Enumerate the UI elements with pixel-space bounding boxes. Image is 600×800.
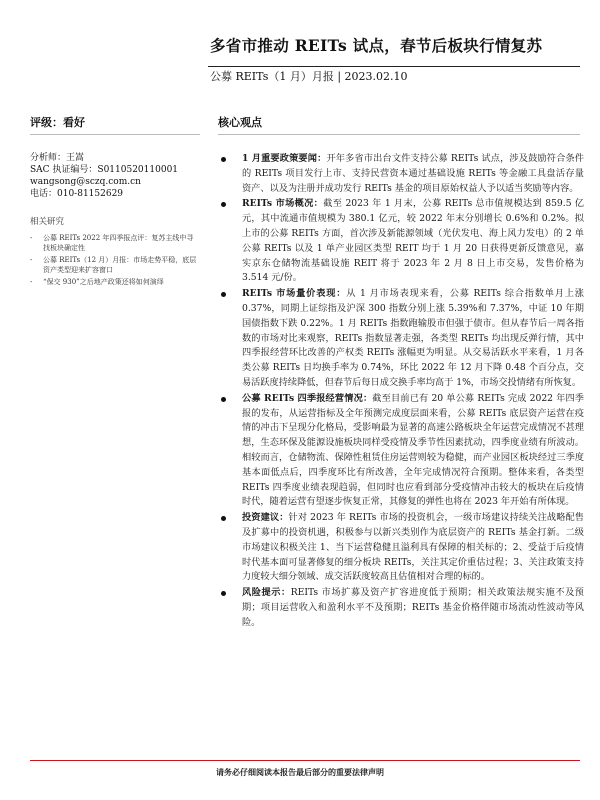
- market-overview-bullet: [218, 197, 584, 286]
- bullet-text: 针对 2023 年 REITs 市场的投资机会，一级市场建议持续关注战略配售及扩募中的投资机遇，积极参与以新兴类别作为底层资产的 REITs 基金打新。二级市场建议积极关注 1、当下运营稳健且溢利具有保障的相关标的；2、受益于后疫情时代基本面可显著修复的细分板块 REITs，关注其定价重估过程；3、关注政策支持力度较大细分领域、成交活跃度较高且估值相对合理的标的。: [242, 512, 584, 583]
- footer-divider: [30, 760, 580, 761]
- rating-divider: [30, 134, 200, 135]
- bullet-dot-icon: [221, 397, 226, 402]
- bullet-dot-icon: [221, 516, 226, 521]
- core-views-divider: [218, 134, 580, 135]
- bullet-heading: 公募 REITs 四季报经营情况：: [242, 392, 373, 404]
- bullet-dot-icon: [221, 157, 226, 162]
- bullet-text: 开年多省市出台文件支持公募 REITs 试点，涉及鼓励符合条件的 REITs 项目发行上市、支持民营资本通过基础设施 REITs 等金融工具盘活存量资产、以及为注册并成功发行 REITs 基金的项目原始权益人予以适当奖励等内容。: [242, 153, 584, 194]
- related-research-title: 相关研究: [30, 217, 65, 227]
- analyst-phone: 电话：010-81152629: [30, 189, 124, 199]
- bullet-heading: REITs 市场概况：: [242, 198, 324, 210]
- bullet-heading: 1 月重要政策要闻：: [242, 153, 327, 164]
- legal-disclaimer-footer: 请务必仔细阅读本报告最后部分的重要法律声明: [216, 767, 384, 777]
- related-research-list: [30, 233, 198, 287]
- risk-warning-bullet: [218, 586, 584, 630]
- core-views-content: [218, 152, 584, 632]
- analyst-sac-number: SAC 执证编号：S0110520110001: [30, 165, 179, 175]
- policy-news-bullet: [218, 152, 584, 196]
- related-research-item[interactable]: - “保交 930”之后地产政策还将如何演绎: [30, 277, 198, 287]
- bullet-heading: 投资建议：: [242, 512, 289, 524]
- core-views-label: 核心观点: [218, 116, 262, 129]
- header-divider: [208, 66, 580, 67]
- bullet-dot-icon: [221, 591, 226, 596]
- bullet-dot-icon: [221, 292, 226, 297]
- report-title: 多省市推动 REITs 试点，春节后板块行情复苏: [210, 36, 543, 55]
- core-views-list: [218, 152, 584, 631]
- analyst-sidebar: [30, 152, 198, 289]
- analyst-info: [30, 152, 198, 200]
- bullet-heading: REITs 市场量价表现：: [242, 288, 347, 300]
- bullet-text: REITs 市场扩募及资产扩容进度低于预期；相关政策法规实施不及预期；项目运营收入和盈利水平不及预期；REITs 基金价格伴随市场流动性波动等风险。: [242, 587, 584, 628]
- bullet-text: 截至 2023 年 1 月末，公募 REITs 总市值规模达到 859.5 亿元，其中流通市值规模为 380.1 亿元，较 2022 年末分别增长 0.6%和 0.2%。拟上市的公募 REITs 方面，首次涉及新能源领域（光伏发电、海上风力发电）的 2 单公募 REITs 以及 1 单产业园区类型 REIT 均于 1 月 20 日获得更新反馈意见，嘉实京东仓储物流基础设施 REIT 将于 2023 年 2 月 8 日上市交易，发售价格为 3.514 元/份。: [242, 198, 584, 284]
- bullet-heading: 风险提示：: [242, 587, 291, 599]
- analyst-name: 分析师：王嵩: [30, 153, 85, 163]
- market-performance-bullet: [218, 287, 584, 391]
- bullet-dot-icon: [221, 202, 226, 207]
- bullet-text: 截至目前已有 20 单公募 REITs 完成 2022 年四季报的发布，从运营指标及全年预测完成度层面来看，公募 REITs 底层资产运营在疫情的冲击下呈现分化格局，受影响最为显著的高速公路板块全年运营完成情况不甚理想，生态环保及能源设施板块同样受疫情及季节性因素扰动，四季度业绩有所波动。相较而言，仓储物流、保障性租赁住房运营则较为稳健，而产业园区板块经过三季度基本面低点后，四季度环比有所改善，全年完成情况符合预期。整体来看，各类型 REITs 四季度业绩表现趋弱，但同时也应看到部分受疫情冲击较大的板块在后疫情时代，随着运营有望逐步恢复正常，其修复的弹性也将在 2023 年开始有所体现。: [242, 392, 584, 508]
- related-research-item[interactable]: - 公募 REITs（12 月）月报：市场走势平稳，底层资产类型迎来扩容窗口: [30, 255, 198, 275]
- investment-advice-bullet: [218, 511, 584, 585]
- report-header: [210, 36, 580, 83]
- rating-label: 评级：看好: [30, 116, 85, 129]
- report-subtitle: 公募 REITs（1 月）月报 | 2023.02.10: [210, 70, 408, 83]
- q4-operations-bullet: [218, 392, 584, 510]
- related-research-item[interactable]: - 公募 REITs 2022 年四季报点评：复苏主线中寻找板块确定性: [30, 233, 198, 253]
- bullet-text: 从 1 月市场表现来看，公募 REITs 综合指数单月上涨 0.37%，同期上证综指及沪深 300 指数分别上涨 5.39%和 7.37%，中证 10 年期国债指数下跌 0.22%。1 月 REITs 指数跑输股市但强于债市。但从春节后一周各指数的市场对比来观察，REITs 指数显著走强，各类型 REITs 均出现反弹行情，其中四季报经营环比改善的产权类 REITs 涨幅更为明显。从交易活跃水平来看，1 月各类公募 REITs 日均换手率为 0.74%，环比 2022 年 12 月下降 0.48 个百分点，交易活跃度持续降低，但春节后每日成交换手率均高于 1%，市场交投情绪有所恢复。: [242, 288, 584, 388]
- analyst-email[interactable]: wangsong@sczq.com.cn: [30, 177, 141, 187]
